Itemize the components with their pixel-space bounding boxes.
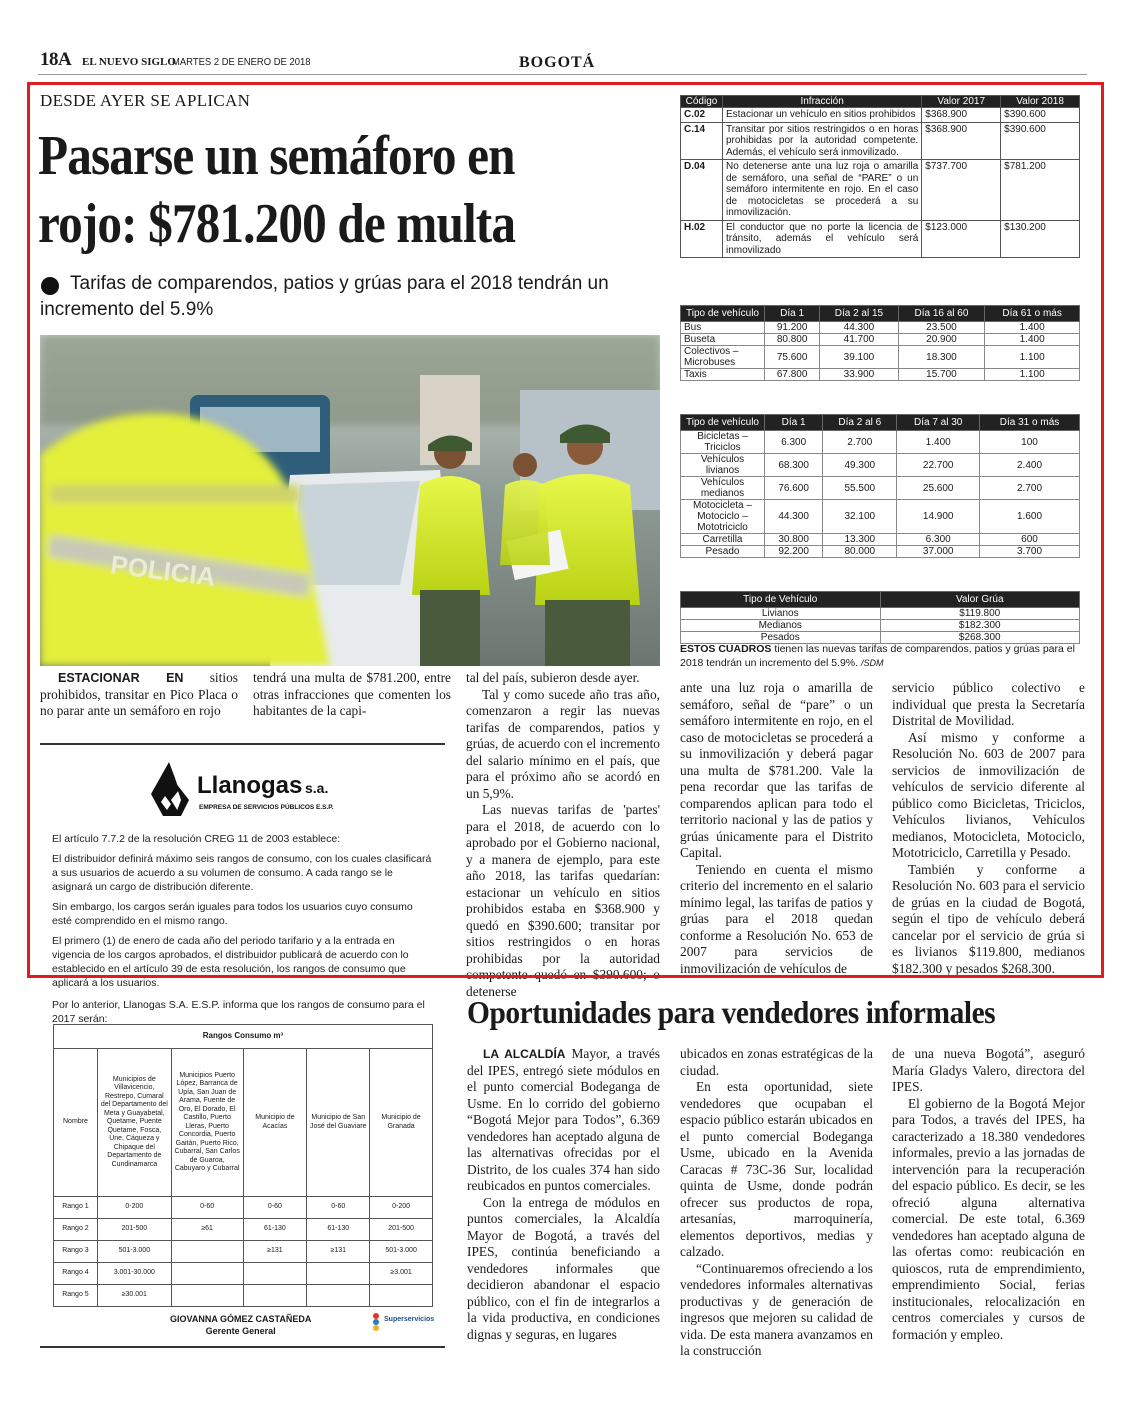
table-cell: 1.400 [985,322,1080,334]
rangos-row [54,1263,433,1285]
table-cell: 80.800 [765,334,820,346]
table-cell: $123.000 [922,220,1001,258]
photo-vest-text: POLICIA [108,549,218,592]
article2-col-3 [892,1046,1085,1343]
table-cell: 3.700 [980,546,1080,558]
table-cell: 23.500 [898,322,985,334]
table-header-cell: Día 16 al 60 [898,306,985,322]
table-cell: 67.800 [765,369,820,381]
table-cell: Bicicletas – Triciclos [681,431,765,454]
rangos-cell [370,1285,433,1307]
table-cell: Buseta [681,334,765,346]
article2-text-3a: de una nueva Bogotá”, aseguró María Gladys Valero, directora del IPES. [892,1046,1085,1094]
article-text-2: tendrá una multa de $781.200, entre otras infracciones que comenten los habitantes de la capi- [253,670,451,718]
table-header-cell: Día 31 o más [980,415,1080,431]
table-cell: 1.100 [985,369,1080,381]
table-cell: 49.300 [823,454,897,477]
table-cell: 2.700 [823,431,897,454]
rangos-cell [307,1263,370,1285]
table-cell: 80.000 [823,546,897,558]
rangos-cell: 3.001-30.000 [97,1263,171,1285]
article-text-5a: servicio público colectivo e individual que presta la Secretaría Distrital de Movilidad. [892,680,1085,728]
rangos-table-title: Rangos Consumo m³ [54,1025,433,1049]
table-cell: 55.500 [823,477,897,500]
ad-signer-title: Gerente General [205,1326,276,1336]
article2-lead: LA ALCALDÍA [483,1047,566,1061]
ad-signature [170,1313,311,1337]
table-cell: 92.200 [765,546,823,558]
table-cell: 1.600 [980,500,1080,534]
table-cell: 600 [980,534,1080,546]
rangos-cell [171,1285,243,1307]
table-cell: 44.300 [820,322,898,334]
table-cell: D.04 [681,160,723,221]
table-cell: 6.300 [765,431,823,454]
article-headline: Pasarse un semáforo en rojo: $781.200 de multa [38,125,516,255]
article2-col-1 [467,1046,660,1343]
table-header-cell: Valor 2017 [922,96,1001,108]
article2-text-1b: Con la entrega de módulos en puntos comerciales, la Alcaldía Mayor de Bogotá, a través del IPES, continúa beneficiando a vendedores informales que decidieron abandonar el espacio público, con el fin de integrarlos a la vida productiva, en condiciones dignas y seguras, en lugares [467,1194,660,1342]
rangos-table [53,1024,433,1307]
ad-p2: El distribuidor definirá máximo seis rangos de consumo, con los cuales clasificará a sus usuarios de acuerdo a su volumen de consumo. A cada rango se le asignará un cargo de distribución diferente. [52,853,432,893]
tables-caption-text: tienen las nuevas tarifas de comparendos, patios y grúas para el 2018 tendrán un incremento del 5.9%. [680,643,1075,669]
rangos-cell: 501-3.000 [97,1241,171,1263]
table-cell: $268.300 [880,632,1080,644]
rangos-row [54,1241,433,1263]
table-cell: Medianos [681,620,881,632]
rangos-header-cell: Municipio de San José del Guaviare [307,1049,370,1197]
article2-text-1a: Mayor, a través del IPES, entregó siete módulos en el punto comercial Bodeganga de Usme. En lo corrido del gobierno “Bogotá Mejor para Todos”, 6.369 vendedores han aceptado alguna de las alternativas ofrecidas por el Distrito, de los cuales 374 han sido reubicados en puntos comerciales. [467,1046,660,1193]
page-number: 18A [40,49,72,70]
rangos-cell: 0-200 [97,1197,171,1219]
rangos-cell: 0-200 [370,1197,433,1219]
rangos-header-cell: Nombre [54,1049,98,1197]
rangos-header-cell: Municipio de Granada [370,1049,433,1197]
table-cell: 25.600 [897,477,980,500]
table-cell: 68.300 [765,454,823,477]
ad-signer: GIOVANNA GÓMEZ CASTAÑEDA [170,1314,312,1324]
table-cell: 91.200 [765,322,820,334]
ad-p1: El artículo 7.7.2 de la resolución CREG 11 de 2003 establece: [52,833,341,845]
table-cell: 1.100 [985,346,1080,369]
rangos-header-cell: Municipios de Villavicencio, Restrepo, Cumaral del Departamento del Meta y Guayabetal, Quetame, Puente Quetame, Fosca, Une, Cáqueza y Chipaque del Departamento de Cundinamarca [97,1049,171,1197]
ad-p5: Por lo anterior, Llanogas S.A. E.S.P. informa que los rangos de consumo para el 2017 serán: [52,999,425,1025]
rangos-cell: ≥30.001 [97,1285,171,1307]
table-cell: 15.700 [898,369,985,381]
table-cell: $368.900 [922,108,1001,123]
rangos-cell [171,1263,243,1285]
table-cell: $390.600 [1001,122,1080,160]
table-cell: $130.200 [1001,220,1080,258]
table-cell: No detenerse ante una luz roja o amarilla de semáforo, una señal de “PARE” o un semáforo intermitente en rojo. En el caso de motocicletas se procederá a su inmovilización. [722,160,921,221]
table-cell: Transitar por sitios restringidos o en horas prohibidas por la autoridad competente. Además, el vehículo será inmovilizado. [722,122,921,160]
article-deck: Tarifas de comparendos, patios y grúas para el 2018 tendrán un incremento del 5.9% [40,273,609,320]
table-header-cell: Tipo de Vehículo [681,592,881,608]
table-cell: Colectivos – Microbuses [681,346,765,369]
table-header-cell: Día 2 al 6 [823,415,897,431]
rangos-table-wrap [53,1024,433,1307]
table-cell: 1.400 [985,334,1080,346]
table-header-cell: Día 7 al 30 [897,415,980,431]
llanogas-logo-text: Llanogas [197,772,303,799]
rangos-cell: 0-60 [171,1197,243,1219]
table-cell: Livianos [681,608,881,620]
table-cell: Vehículos medianos [681,477,765,500]
rangos-row [54,1219,433,1241]
article-text-3c: Las nuevas tarifas de 'partes' para el 2018, de acuerdo con lo aprobado por el Gobierno nacional, y a manera de ejemplo, para este año 2018, las tarifas quedarían: estacionar un vehículo en sitios prohibidos estaba en $368.900 y quedó en $390.600; transitar por sitios restringidos o en horas prohibidas por la autoridad competente quedó en $390.600; o detenerse [466,802,660,999]
table-cell: Estacionar un vehículo en sitios prohibidos [722,108,921,123]
article-text-3a: tal del país, subieron desde ayer. [466,670,640,685]
ad-p4: El primero (1) de enero de cada año del periodo tarifario y a la entrada en vigencia de los cargos aprobados, el distribuidor publicará de acuerdo con lo establecido en el artículo 39 de esta resolución, los rangos de consumo que aplicará a los usuarios. [52,935,409,989]
table-cell: Pesado [681,546,765,558]
table-cell: Pesados [681,632,881,644]
table-cell: 30.800 [765,534,823,546]
rangos-header-cell: Municipios Puerto López, Barranca de Upía, San Juan de Arama, Fuente de Oro, El Dorado, El Castillo, Puerto Lleras, Puerto Concordia, Puerto Gaitán, Puerto Rico, Cubarral, San Carlos de Guaroa, Cabuyaro y Cubarral [171,1049,243,1197]
rangos-cell: Rango 4 [54,1263,98,1285]
table-cell: $781.200 [1001,160,1080,221]
table-cell: Motocicleta – Motociclo – Mototriciclo [681,500,765,534]
table-cell: 39.100 [820,346,898,369]
table-cell: Carretilla [681,534,765,546]
article-text-4a: ante una luz roja o amarilla de semáforo, señal de “pare” o un semáforo intermitente en rojo, en el caso de motocicletas se procederá a su inmovilización y deberá pagar una multa de $781.200. Vale la pena recordar que las tarifas de comparendos aplican para todo el territorio nacional y las de patios y grúas únicamente para el Distrito Capital. [680,680,873,860]
table-cell: 37.000 [897,546,980,558]
rangos-cell [171,1241,243,1263]
rangos-cell: 61-130 [243,1219,307,1241]
article2-text-2b: En esta oportunidad, siete vendedores que ocupaban el espacio público estarán ubicados en el punto comercial Bodeganga Usme, ubicado en la Avenida Caracas # 73C-36 Sur, localidad quinta de Usme, donde podrán ofrecer sus productos de ropa, artesanías, marroquinería, elementos deportivos, medias y calzado. [680,1079,873,1259]
table-cell: 33.900 [820,369,898,381]
table-cell: $182.300 [880,620,1080,632]
superservicios-icon [370,1313,382,1331]
rangos-row [54,1285,433,1307]
tables-caption-lead: ESTOS CUADROS [680,643,772,655]
article2-headline: Oportunidades para vendedores informales [467,994,996,1030]
table-cell: $368.900 [922,122,1001,160]
article-text-5b: Así mismo y conforme a Resolución No. 603 de 2007 para servicios de inmovilización de vehículos de servicio diferente al público como Bicicletas, Triciclos, Vehículos livianos, Vehículos medianos, Motocicleta, Motociclo, Mototriciclo, Carretilla y Pesado. [892,729,1085,860]
tables-caption-credit: /SDM [860,657,884,668]
article-text-5c: También y conforme a Resolución No. 603 para el servicio de grúas en la ciudad de Bogotá, según el tipo de vehículo deberá cancelar por el servicio de grúa si es livianos $119.800, medianos $182.300 y pesados $268.300. [892,861,1085,976]
table-cell: 18.300 [898,346,985,369]
table-cell: 100 [980,431,1080,454]
table-cell: 6.300 [897,534,980,546]
rangos-cell: 61-130 [307,1219,370,1241]
table-cell: 13.300 [823,534,897,546]
llanogas-tagline: EMPRESA DE SERVICIOS PÚBLICOS E.S.P. [199,804,334,811]
table-cell: C.02 [681,108,723,123]
publication-name: EL NUEVO SIGLO [82,56,176,68]
table-cell: 44.300 [765,500,823,534]
article2-text-2c: “Continuaremos ofreciendo a los vendedores informales alternativas productivas y de generación de ingresos que mejoren su calidad de vida. De esta manera avanzamos en la construcción [680,1260,873,1358]
rangos-cell [243,1263,307,1285]
rangos-header-cell: Municipio de Acacías [243,1049,307,1197]
article2-col-2 [680,1046,873,1360]
article-lead: ESTACIONAR EN [58,671,184,685]
rangos-cell: Rango 2 [54,1219,98,1241]
table-header-cell: Infracción [722,96,921,108]
article-text-3b: Tal y como sucede año tras año, comenzaron a regir las nuevas tarifas de comparendos, patios y grúas, de acuerdo con el incremento del salario mínimo en el país, que para el próximo año se acordó en un 5,9%. [466,686,660,801]
rangos-cell: ≥61 [171,1219,243,1241]
table-cell: $737.700 [922,160,1001,221]
table-cell: 20.900 [898,334,985,346]
table-cell: Taxis [681,369,765,381]
table-cell: 76.600 [765,477,823,500]
llanogas-logo-suffix: s.a. [305,780,329,796]
rangos-cell: Rango 5 [54,1285,98,1307]
highlight-box [27,82,1104,978]
table-header-cell: Tipo de vehículo [681,306,765,322]
publication-date: MARTES 2 DE ENERO DE 2018 [172,56,311,68]
table-cell: H.02 [681,220,723,258]
table-cell: Bus [681,322,765,334]
table-cell: 2.400 [980,454,1080,477]
table-header-cell: Código [681,96,723,108]
rangos-cell: ≥3.001 [370,1263,433,1285]
table-cell: $119.800 [880,608,1080,620]
rangos-cell: 0-60 [307,1197,370,1219]
table-cell: 75.600 [765,346,820,369]
table-header-cell: Tipo de vehículo [681,415,765,431]
rangos-cell: Rango 1 [54,1197,98,1219]
table-cell: Vehículos livianos [681,454,765,477]
superservicios-logo [370,1313,440,1335]
article-text-4b: Teniendo en cuenta el mismo criterio del incremento en el salario mínimo legal, las tarifas de patios y grúas para el 2018 quedan conforme a Resolución No. 653 de 2007 para servicios de inmovilización de vehículos de [680,861,873,976]
table-cell: 32.100 [823,500,897,534]
table-cell: 1.400 [897,431,980,454]
table-header-cell: Día 2 al 15 [820,306,898,322]
table-header-cell: Valor 2018 [1001,96,1080,108]
article-kicker: DESDE AYER SE APLICAN [40,91,251,110]
rangos-cell: ≥131 [307,1241,370,1263]
section-name: BOGOTÁ [519,54,596,71]
table-header-cell: Día 1 [765,415,823,431]
rangos-cell [243,1285,307,1307]
table-cell: 14.900 [897,500,980,534]
table-cell: 2.700 [980,477,1080,500]
superservicios-text: Superservicios [384,1316,435,1323]
ad-p3: Sin embargo, los cargos serán iguales para todos los usuarios cuyo consumo esté comprendido en el mismo rango. [52,901,413,927]
rangos-cell [307,1285,370,1307]
table-header-cell: Valor Grúa [880,592,1080,608]
article2-text-3b: El gobierno de la Bogotá Mejor para Todos, a través del IPES, ha caracterizado a 18.380 vendedores informales, previo a las jornadas de intervención para la recuperación del espacio público. Es decir, se les ofreció alguna alternativa comercial. De este total, 6.369 vendedores han aceptado alguna de las ofertas como: reubicación en quioscos, ruta de emprendimiento, emprendimiento Social, ferias institucionales, relocalización en centros comerciales y cursos de formación y empleo. [892,1095,1085,1342]
rangos-cell: ≥131 [243,1241,307,1263]
article2-text-2a: ubicados en zonas estratégicas de la ciudad. [680,1046,873,1078]
table-header-cell: Día 61 o más [985,306,1080,322]
table-cell: El conductor que no porte la licencia de tránsito, además el vehículo será inmovilizado [722,220,921,258]
rangos-row [54,1197,433,1219]
table-cell: 22.700 [897,454,980,477]
rangos-cell: Rango 3 [54,1241,98,1263]
article-text-1: sitios prohibidos, transitar en Pico Placa o no parar ante un semáforo en rojo [40,670,238,718]
table-cell: 41.700 [820,334,898,346]
rangos-cell: 0-60 [243,1197,307,1219]
table-cell: C.14 [681,122,723,160]
table-header-cell: Día 1 [765,306,820,322]
header-rule [38,74,1087,75]
rangos-cell: 501-3.000 [370,1241,433,1263]
rangos-cell: 201-500 [370,1219,433,1241]
table-cell: $390.600 [1001,108,1080,123]
rangos-cell: 201-500 [97,1219,171,1241]
